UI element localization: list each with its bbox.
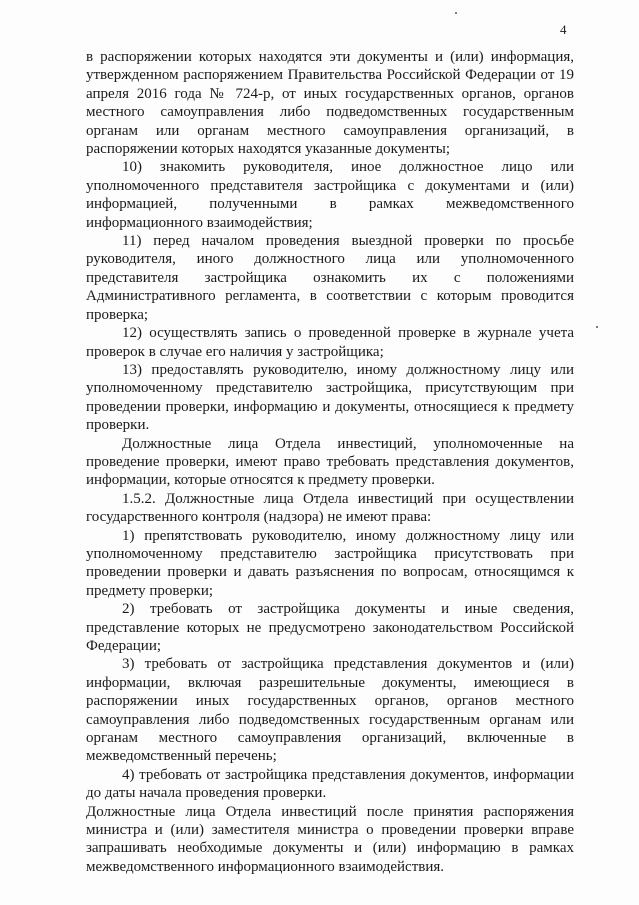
paragraph: 11) перед началом проведения выездной проверки по просьбе руководителя, иного должностного лица или уполномоченного представителя застройщика ознакомить их с положениями Административного регламента, в соответствии с которым проводится проверка; <box>86 233 574 323</box>
page-number: 4 <box>560 22 567 37</box>
paragraph: 3) требовать от застройщика представления документов и (или) информации, включая разрешительные документы, имеющиеся в распоряжении иных государственных органов, органов местного самоуправления либо подведомственных государственным органам или органам местного самоуправления организаций, включенные в межведомственный перечень; <box>86 656 574 765</box>
paragraph: 12) осуществлять запись о проведенной проверке в журнале учета проверок в случае его наличия у застройщика; <box>86 325 574 360</box>
paragraph: Должностные лица Отдела инвестиций, уполномоченные на проведение проверки, имеют право требовать представления документов, информации, которые относятся к предмету проверки. <box>86 435 574 489</box>
paragraph: 1) препятствовать руководителю, иному должностному лицу или уполномоченному представителю застройщика присутствовать при проведении проверки и давать разъяснения по вопросам, относящимся к предмету проверки; <box>86 527 574 599</box>
document-body <box>86 48 574 876</box>
paragraph: 10) знакомить руководителя, иное должностное лицо или уполномоченного представителя застройщика с документами и (или) информацией, полученными в рамках межведомственного информационного взаимодействия; <box>86 159 574 231</box>
paragraph: Должностные лица Отдела инвестиций после принятия распоряжения министра и (или) заместителя министра о проведении проверки вправе запрашивать необходимые документы и (или) информацию в рамках межведомственного информационного взаимодействия. <box>86 803 574 875</box>
paragraph: 2) требовать от застройщика документы и иные сведения, представление которых не предусмотрено законодательством Российской Федерации; <box>86 601 574 654</box>
paragraph: 1.5.2. Должностные лица Отдела инвестиций при осуществлении государственного контроля (надзора) не имеют права: <box>86 490 574 526</box>
scan-speck <box>596 326 598 328</box>
paragraph: 4) требовать от застройщика представления документов, информации до даты начала проведения проверки. <box>86 766 574 802</box>
paragraph: 13) предоставлять руководителю, иному должностному лицу или уполномоченному представителю застройщика, присутствующим при проведении проверки, информацию и документы, относящиеся к предмету проверки. <box>86 361 574 434</box>
scan-speck <box>455 12 457 14</box>
paragraph: в распоряжении которых находятся эти документы и (или) информация, утвержденном распоряжением Правительства Российской Федерации от 19 апреля 2016 года № 724-р, от иных государственных органов, органов местного самоуправления либо подведомственных государственным органам или органам местного самоуправления организаций, в распоряжении которых находятся указанные документы; <box>86 49 574 158</box>
